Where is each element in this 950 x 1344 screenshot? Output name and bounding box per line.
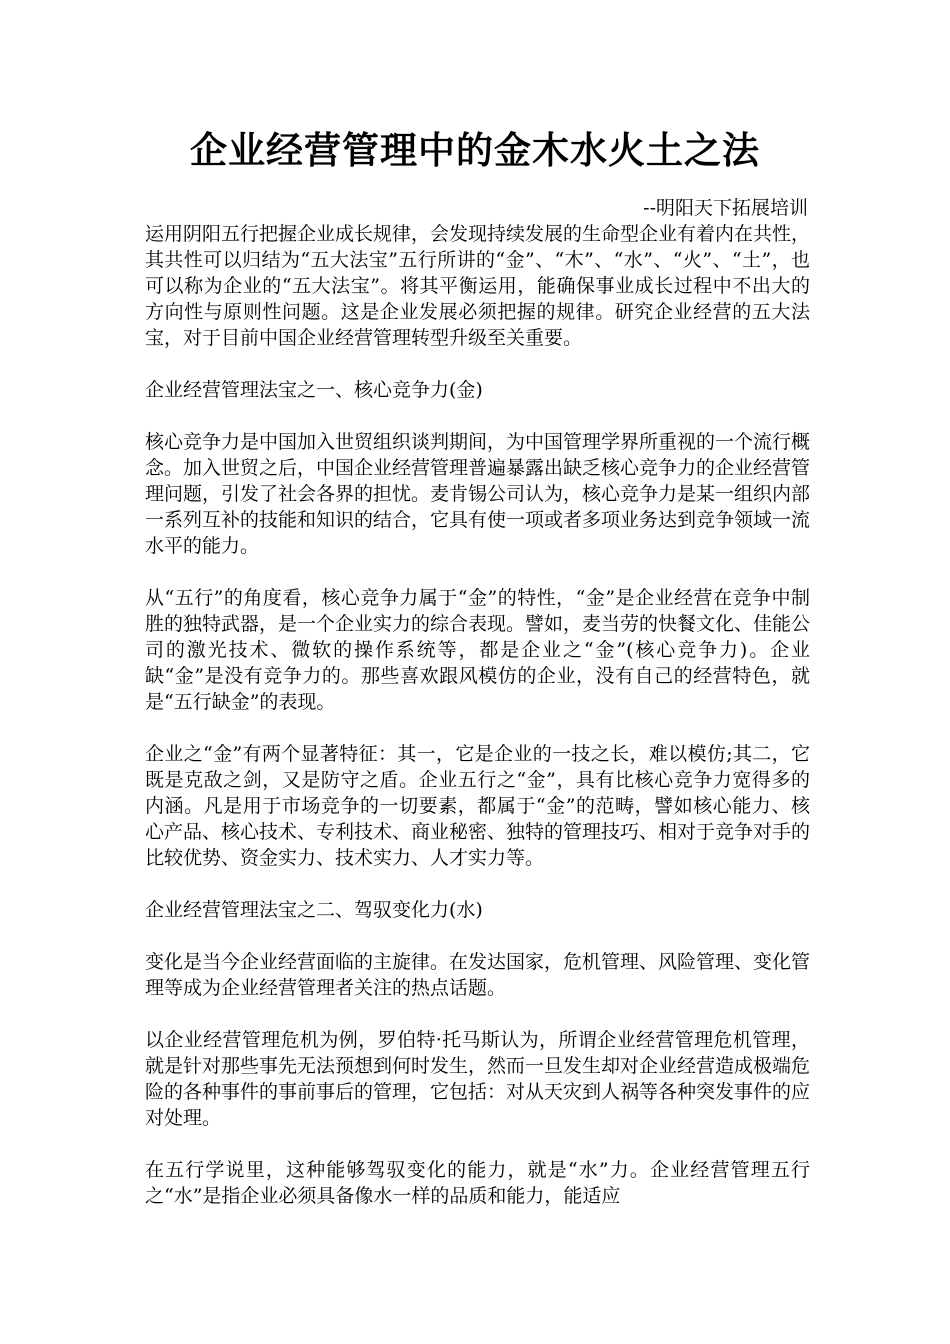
section-heading-water: 企业经营管理法宝之二、驾驭变化力(水) (145, 899, 483, 921)
document-title: 企业经营管理中的金木水火土之法 (190, 128, 760, 172)
paragraph-water-power: 在五行学说里，这种能够驾驭变化的能力，就是“水”力。企业经营管理五行之“水”是指企业必须具备像水一样的品质和能力，能适应 (145, 1159, 810, 1207)
section-heading-gold: 企业经营管理法宝之一、核心竞争力(金) (145, 379, 483, 401)
paragraph-crisis-management: 以企业经营管理危机为例，罗伯特·托马斯认为，所谓企业经营管理危机管理，就是针对那些事先无法预想到何时发生，然而一旦发生却对企业经营造成极端危险的各种事件的事前事后的管理，它包括：对从天灾到人祸等各种突发事件的应对处理。 (145, 1029, 811, 1129)
paragraph-core-competence: 核心竞争力是中国加入世贸组织谈判期间，为中国管理学界所重视的一个流行概念。加入世贸之后，中国企业经营管理普遍暴露出缺乏核心竞争力的企业经营管理问题，引发了社会各界的担忧。麦肯锡公司认为，核心竞争力是某一组织内部一系列互补的技能和知识的结合，它具有使一项或者多项业务达到竞争领域一流水平的能力。 (145, 431, 811, 557)
paragraph-change: 变化是当今企业经营面临的主旋律。在发达国家，危机管理、风险管理、变化管理等成为企业经营管理者关注的热点话题。 (145, 951, 811, 999)
paragraph-wuxing-gold: 从“五行”的角度看，核心竞争力属于“金”的特性，“金”是企业经营在竞争中制胜的独特武器，是一个企业实力的综合表现。譬如，麦当劳的快餐文化、佳能公司的激光技术、微软的操作系统等，都是企业之“金”(核心竞争力)。企业缺“金”是没有竞争力的。那些喜欢跟风模仿的企业，没有自己的经营特色，就是“五行缺金”的表现。 (145, 587, 811, 713)
document-byline: --明阳天下拓展培训 (643, 197, 808, 219)
paragraph-intro: 运用阴阳五行把握企业成长规律，会发现持续发展的生命型企业有着内在共性，其共性可以归结为“五大法宝”五行所讲的“金”、“木”、“水”、“火”、“土”，也可以称为企业的“五大法宝”。将其平衡运用，能确保事业成长过程中不出大的方向性与原则性问题。这是企业发展必须把握的规律。研究企业经营的五大法宝，对于目前中国企业经营管理转型升级至关重要。 (145, 223, 811, 349)
document-body (145, 221, 810, 1235)
paragraph-gold-features: 企业之“金”有两个显著特征：其一，它是企业的一技之长，难以模仿;其二，它既是克敌之剑，又是防守之盾。企业五行之“金”，具有比核心竞争力宽得多的内涵。凡是用于市场竞争的一切要素，都属于“金”的范畴，譬如核心能力、核心产品、核心技术、专利技术、商业秘密、独特的管理技巧、相对于竞争对手的比较优势、资金实力、技术实力、人才实力等。 (145, 743, 811, 869)
